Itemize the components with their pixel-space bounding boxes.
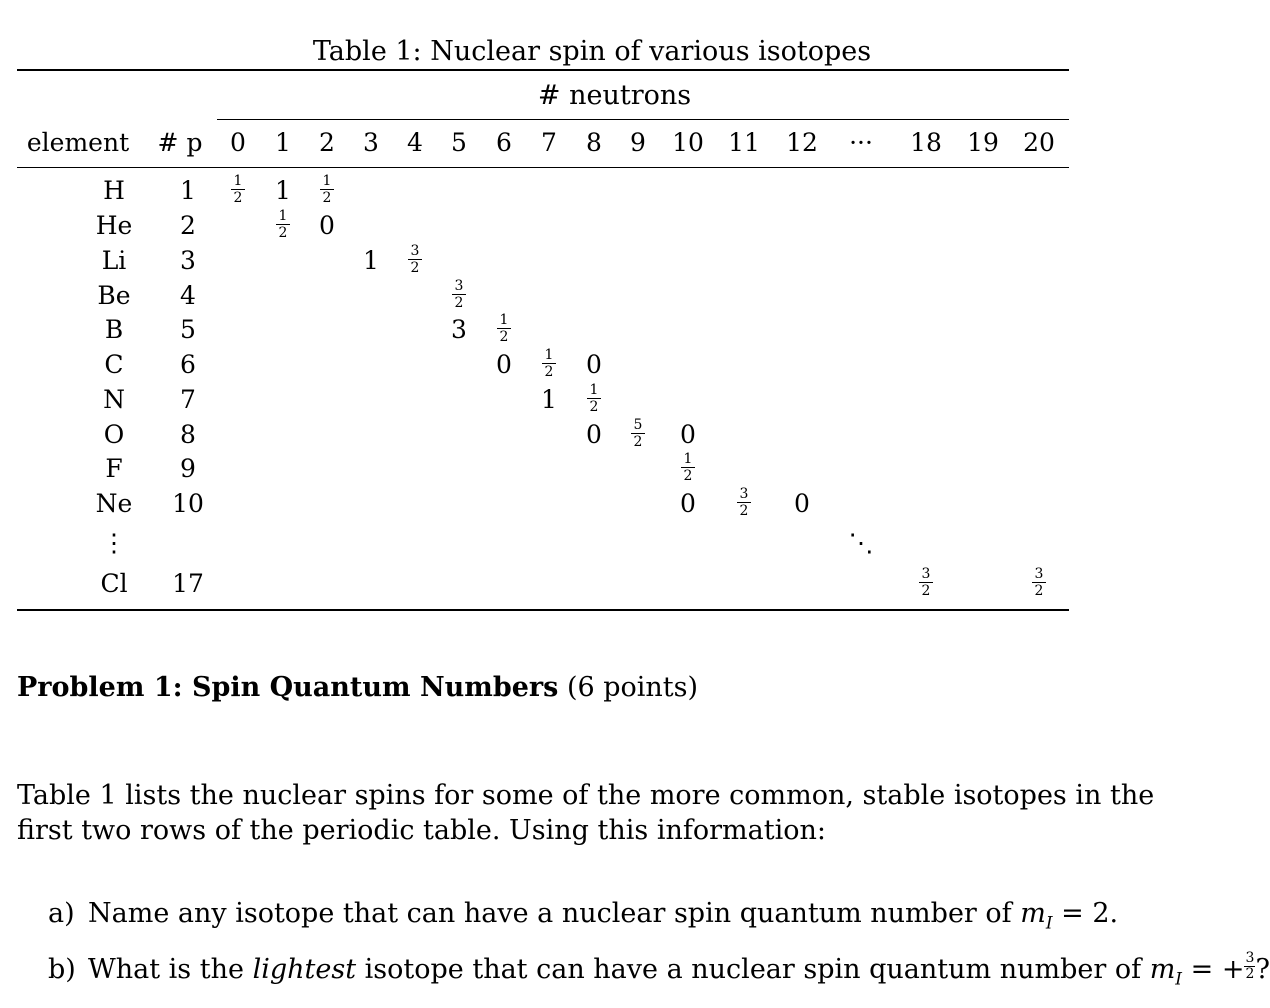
neutron-column-header: 12: [786, 128, 818, 157]
row-element: B: [104, 315, 124, 344]
column-header-element: element: [26, 128, 130, 157]
spin-value-fraction: [496, 313, 512, 344]
row-protons: 2: [180, 211, 196, 240]
neutron-column-header: 6: [496, 128, 512, 157]
spin-value: 1: [275, 176, 291, 205]
spin-value-fraction: [680, 452, 696, 483]
question-b-fraction-den: 2: [1245, 966, 1255, 982]
spin-numerator: 1: [589, 382, 599, 398]
spin-numerator: 1: [278, 208, 288, 224]
row-protons: 7: [180, 385, 196, 414]
spin-value-fraction: [407, 244, 423, 275]
neutron-column-header: 5: [451, 128, 467, 157]
neutron-column-header: ···: [849, 128, 873, 157]
neutrons-header: # neutrons: [537, 80, 692, 111]
spin-value-fraction: [319, 174, 335, 205]
spin-denominator: 2: [454, 295, 464, 311]
row-protons: 8: [180, 420, 196, 449]
row-element: Li: [101, 246, 127, 275]
spin-numerator: 3: [1034, 566, 1044, 582]
row-element: N: [103, 385, 125, 414]
question-b: [48, 950, 1270, 990]
spin-value: 3: [451, 315, 467, 344]
question-b-label: b): [48, 954, 76, 985]
row-protons: 6: [180, 350, 196, 379]
spin-denominator: 2: [683, 468, 693, 484]
neutron-column-header: 8: [586, 128, 602, 157]
row-protons: 17: [172, 569, 204, 598]
question-a: [48, 898, 1118, 933]
spin-denominator: 2: [921, 583, 931, 599]
row-protons: 1: [180, 176, 196, 205]
row-element: H: [103, 176, 125, 205]
row-element: O: [103, 420, 125, 449]
row-protons: 10: [172, 489, 204, 518]
spin-denominator: 2: [589, 399, 599, 415]
neutron-column-header: 3: [363, 128, 379, 157]
neutron-column-header: 9: [630, 128, 646, 157]
neutron-column-header: 2: [319, 128, 335, 157]
spin-numerator: 3: [454, 278, 464, 294]
spin-value-fraction: [275, 209, 291, 240]
problem-points: (6 points): [566, 672, 699, 703]
problem-title-text: Problem 1: Spin Quantum Numbers: [17, 672, 559, 703]
spin-value-fraction: [586, 383, 602, 414]
spin-value: 0: [586, 420, 602, 449]
neutron-column-header: 18: [910, 128, 942, 157]
spin-value-fraction: [541, 348, 557, 379]
table-caption: Table 1: Nuclear spin of various isotopes: [312, 36, 872, 67]
spin-denominator: 2: [410, 260, 420, 276]
neutron-column-header: 19: [967, 128, 999, 157]
spin-value: 0: [680, 489, 696, 518]
neutrons-underline: [217, 119, 1069, 120]
spin-numerator: 3: [410, 243, 420, 259]
spin-value: 1: [363, 246, 379, 275]
row-element: Be: [97, 281, 131, 310]
neutron-column-header: 7: [541, 128, 557, 157]
spin-denominator: 2: [544, 364, 554, 380]
spin-numerator: 1: [683, 451, 693, 467]
spin-value-fraction: [1031, 567, 1047, 598]
row-protons: 9: [180, 454, 196, 483]
spin-value: 0: [586, 350, 602, 379]
spin-denominator: 2: [233, 190, 243, 206]
spin-numerator: 5: [633, 417, 643, 433]
problem-title: [17, 672, 698, 703]
spin-value: 0: [794, 489, 810, 518]
question-b-fraction-num: 3: [1245, 950, 1255, 966]
question-a-label: a): [48, 898, 75, 929]
spin-value-fraction: [630, 418, 646, 449]
row-element: ⋮: [101, 528, 127, 557]
spin-value: 1: [541, 385, 557, 414]
spin-numerator: 1: [233, 173, 243, 189]
spin-denominator: 2: [739, 503, 749, 519]
row-element: Ne: [95, 489, 133, 518]
row-protons: 5: [180, 315, 196, 344]
row-element: Cl: [100, 569, 128, 598]
spin-value: 0: [680, 420, 696, 449]
problem-intro: Table 1 lists the nuclear spins for some of the more common, stable isotopes in the first two rows of the periodic table. Using this information:: [17, 780, 1155, 846]
header-bottom-rule: [17, 167, 1069, 168]
spin-denominator: 2: [278, 225, 288, 241]
spin-value-fraction: [736, 487, 752, 518]
row-element: He: [95, 211, 133, 240]
question-b-emphasis: lightest: [252, 954, 357, 985]
spin-value-fraction: [918, 567, 934, 598]
question-a-sub: I: [1045, 913, 1053, 934]
spin-denominator: 2: [1034, 583, 1044, 599]
question-a-m: m: [1020, 898, 1046, 929]
question-b-post: isotope that can have a nuclear spin quantum number of: [364, 954, 1142, 985]
question-b-sub: I: [1175, 969, 1183, 990]
question-b-value: = +: [1190, 954, 1245, 985]
spin-numerator: 1: [544, 347, 554, 363]
question-b-m: m: [1149, 954, 1176, 985]
spin-value: 0: [496, 350, 512, 379]
question-b-pre: What is the: [88, 954, 244, 985]
spin-numerator: 1: [499, 312, 509, 328]
spin-numerator: 3: [739, 486, 749, 502]
row-protons: 3: [180, 246, 196, 275]
column-header-protons: # p: [157, 128, 203, 157]
neutron-column-header: 10: [672, 128, 704, 157]
spin-numerator: 3: [921, 566, 931, 582]
table-top-rule: [17, 69, 1069, 71]
neutron-column-header: 11: [728, 128, 760, 157]
spin-value: 0: [319, 211, 335, 240]
neutron-column-header: 20: [1023, 128, 1055, 157]
row-protons: 4: [180, 281, 196, 310]
spin-numerator: 1: [322, 173, 332, 189]
table-bottom-rule: [17, 609, 1069, 611]
row-element: F: [105, 454, 123, 483]
spin-value-fraction: [451, 279, 467, 310]
diagonal-ellipsis: ⋱: [848, 528, 874, 557]
question-a-value: = 2.: [1061, 898, 1119, 929]
spin-denominator: 2: [499, 329, 509, 345]
row-element: C: [104, 350, 124, 379]
spin-value-fraction: [230, 174, 246, 205]
spin-denominator: 2: [322, 190, 332, 206]
neutron-column-header: 0: [230, 128, 246, 157]
spin-denominator: 2: [633, 434, 643, 450]
question-b-fraction: [1244, 952, 1255, 981]
neutron-column-header: 1: [275, 128, 291, 157]
question-a-text: Name any isotope that can have a nuclear spin quantum number of: [88, 898, 1012, 929]
neutron-column-header: 4: [407, 128, 423, 157]
question-b-end: ?: [1255, 954, 1270, 985]
